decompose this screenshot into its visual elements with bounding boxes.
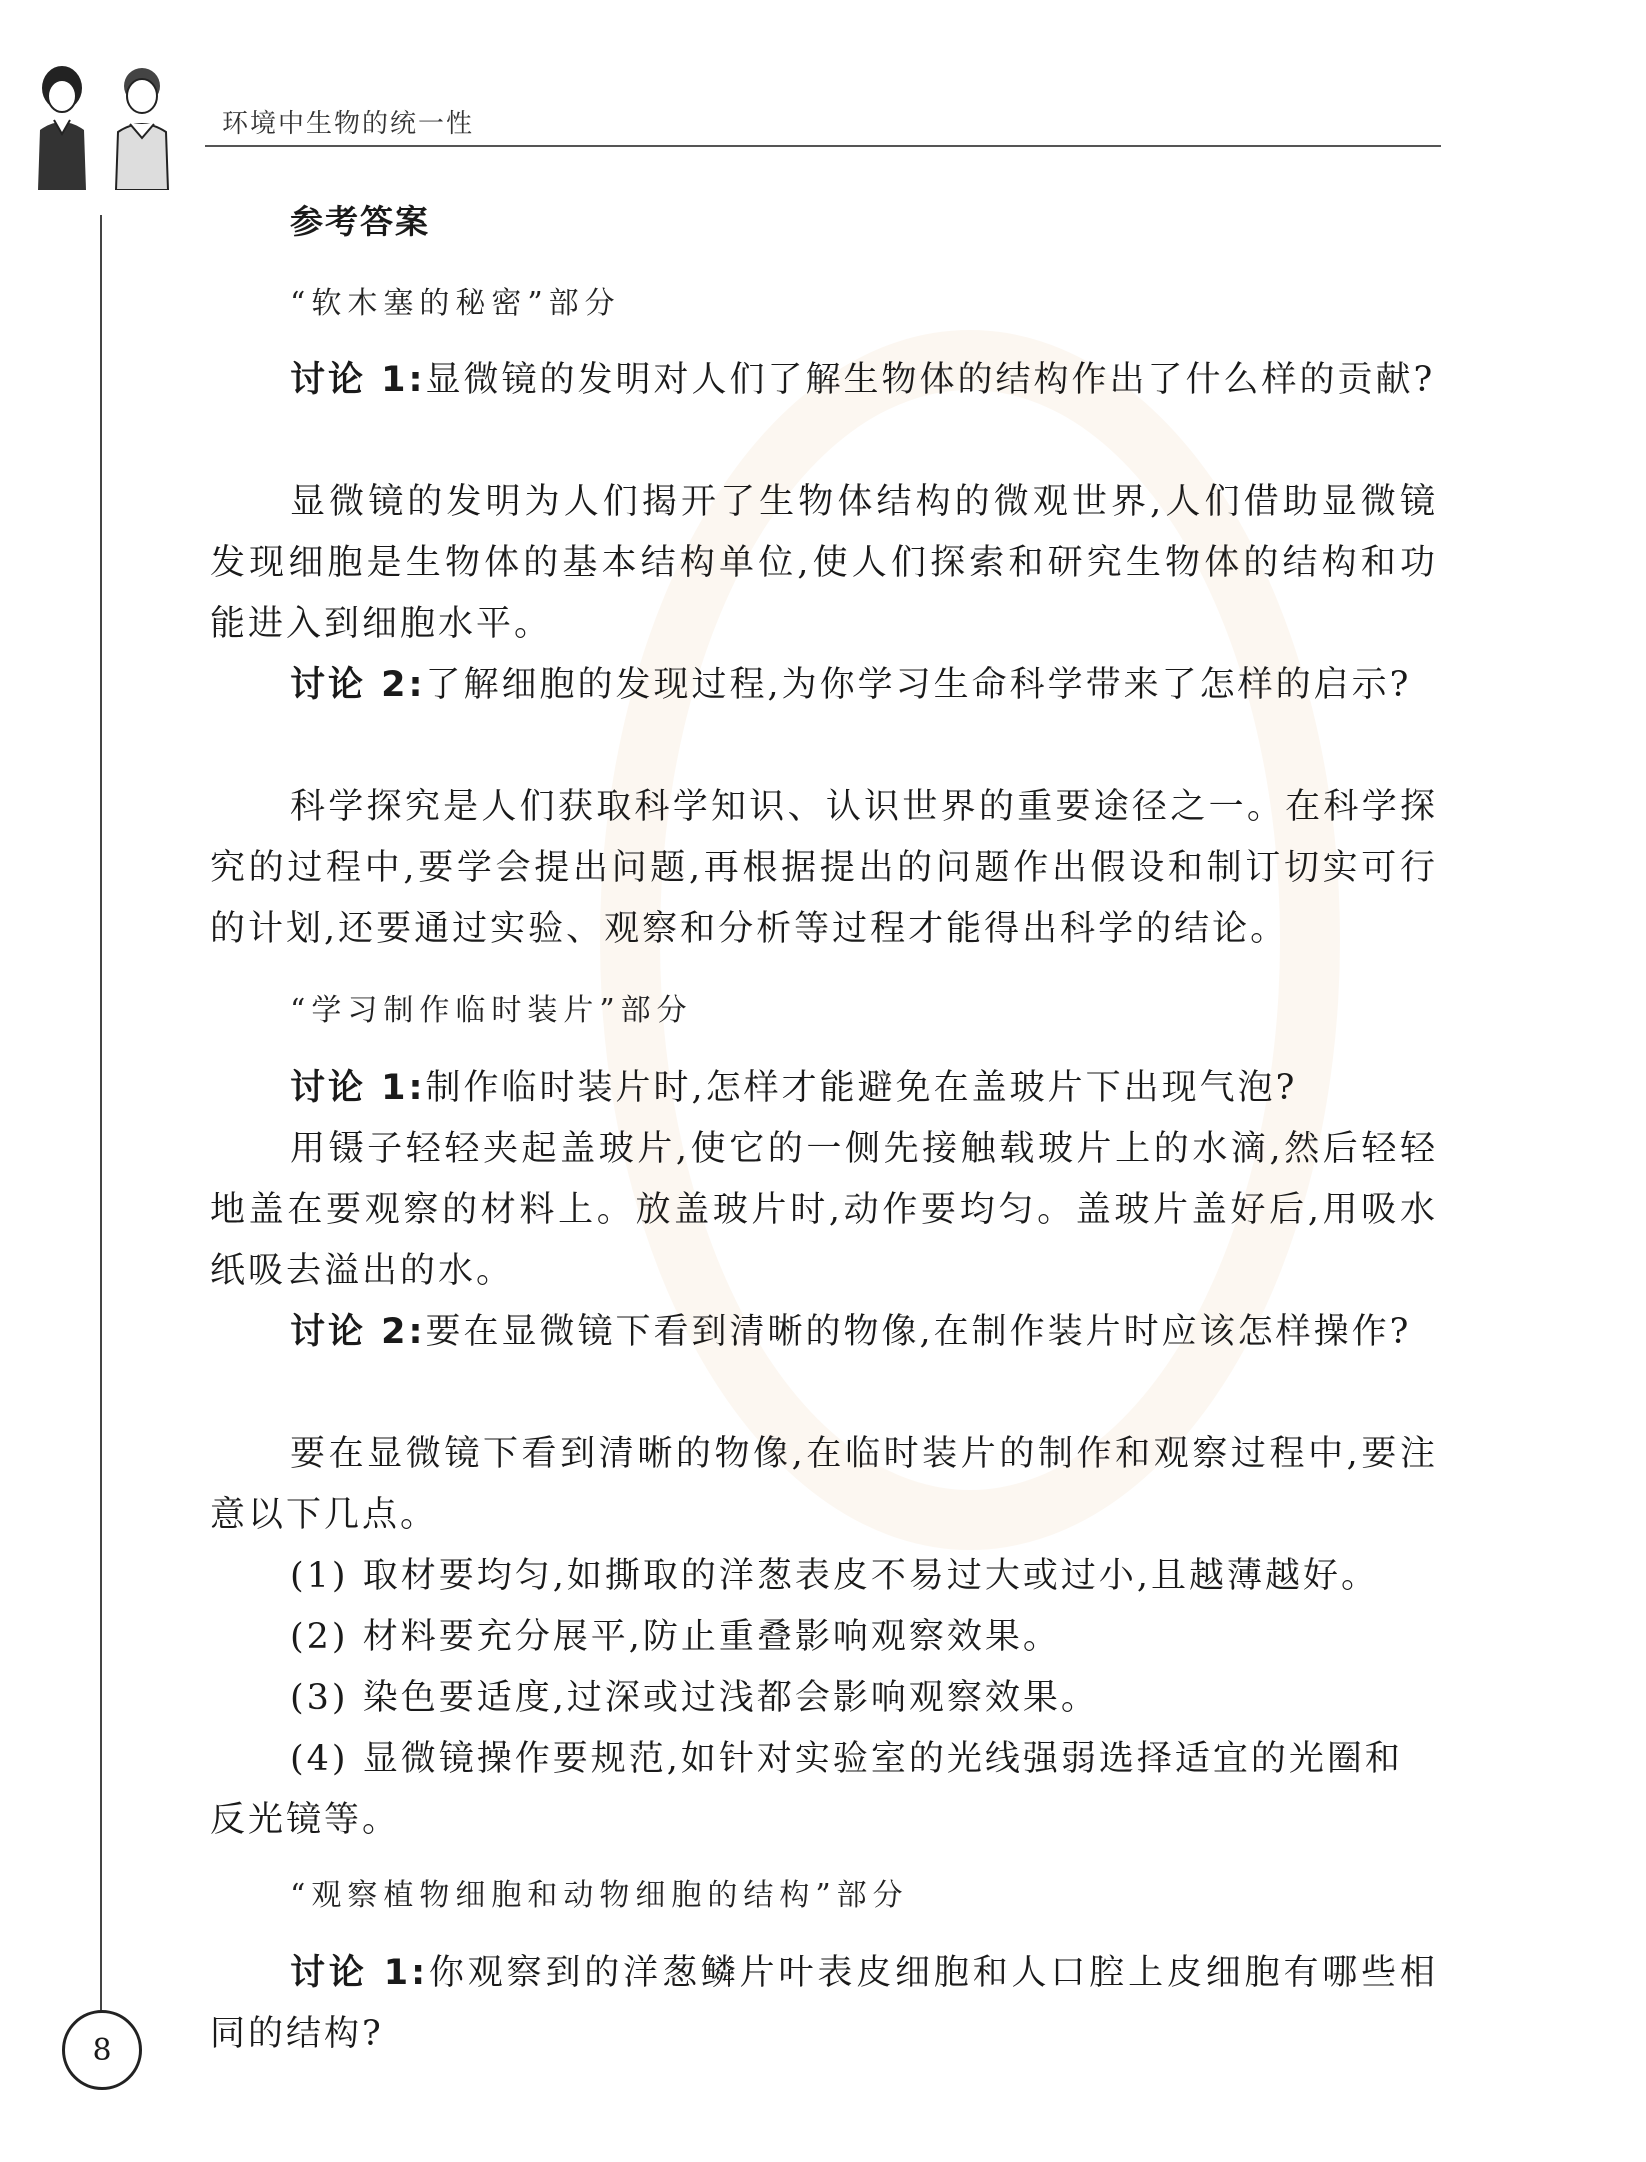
answer-heading: 参考答案	[290, 202, 430, 241]
discussion-question	[210, 350, 1438, 411]
section-heading: “学习制作临时装片”部分	[290, 993, 693, 1028]
answer-paragraph: 要在显微镜下看到清晰的物像,在临时装片的制作和观察过程中,要注意以下几点。	[210, 1434, 1438, 1535]
discussion-question	[210, 1302, 1438, 1363]
question-text: 你观察到的洋葱鳞片叶表皮细胞和人口腔上皮细胞有哪些相同的结构?	[210, 1953, 1438, 2054]
question-text: 显微镜的发明对人们了解生物体的结构作出了什么样的贡献?	[425, 360, 1436, 400]
section-heading: “软木塞的秘密”部分	[290, 286, 621, 321]
discussion-label: 讨论 1:	[290, 1953, 429, 1993]
section-heading: “观察植物细胞和动物细胞的结构”部分	[290, 1878, 909, 1913]
list-item: (3) 染色要适度,过深或过浅都会影响观察效果。	[290, 1678, 1099, 1718]
question-text: 了解细胞的发现过程,为你学习生命科学带来了怎样的启示?	[425, 665, 1412, 705]
discussion-label: 讨论 1:	[290, 1068, 426, 1108]
list-item: (1) 取材要均匀,如撕取的洋葱表皮不易过大或过小,且越薄越好。	[290, 1556, 1379, 1596]
discussion-question	[210, 1058, 1438, 1119]
page-number: 8	[62, 2010, 142, 2090]
left-margin-line	[100, 215, 102, 2015]
discussion-label: 讨论 1:	[290, 360, 426, 400]
header-divider	[205, 145, 1441, 147]
list-item: (2) 材料要充分展平,防止重叠影响观察效果。	[290, 1617, 1061, 1657]
chapter-title: 环境中生物的统一性	[222, 109, 475, 139]
cartoon-students-illustration	[24, 58, 192, 190]
answer-paragraph: 用镊子轻轻夹起盖玻片,使它的一侧先接触载玻片上的水滴,然后轻轻地盖在要观察的材料上。放盖玻片时,动作要均匀。盖玻片盖好后,用吸水纸吸去溢出的水。	[210, 1129, 1438, 1291]
discussion-label: 讨论 2:	[290, 665, 426, 705]
answer-paragraph: 显微镜的发明为人们揭开了生物体结构的微观世界,人们借助显微镜发现细胞是生物体的基本结构单位,使人们探索和研究生物体的结构和功能进入到细胞水平。	[210, 482, 1438, 644]
discussion-question	[210, 1943, 1438, 2065]
answer-paragraph: 科学探究是人们获取科学知识、认识世界的重要途径之一。在科学探究的过程中,要学会提出问题,再根据提出的问题作出假设和制订切实可行的计划,还要通过实验、观察和分析等过程才能得出科学的结论。	[210, 787, 1438, 949]
discussion-label: 讨论 2:	[290, 1312, 426, 1352]
list-item: (4) 显微镜操作要规范,如针对实验室的光线强弱选择适宜的光圈和反光镜等。	[210, 1739, 1403, 1840]
question-text: 要在显微镜下看到清晰的物像,在制作装片时应该怎样操作?	[425, 1312, 1412, 1352]
discussion-question	[210, 655, 1438, 716]
question-text: 制作临时装片时,怎样才能避免在盖玻片下出现气泡?	[425, 1068, 1298, 1108]
